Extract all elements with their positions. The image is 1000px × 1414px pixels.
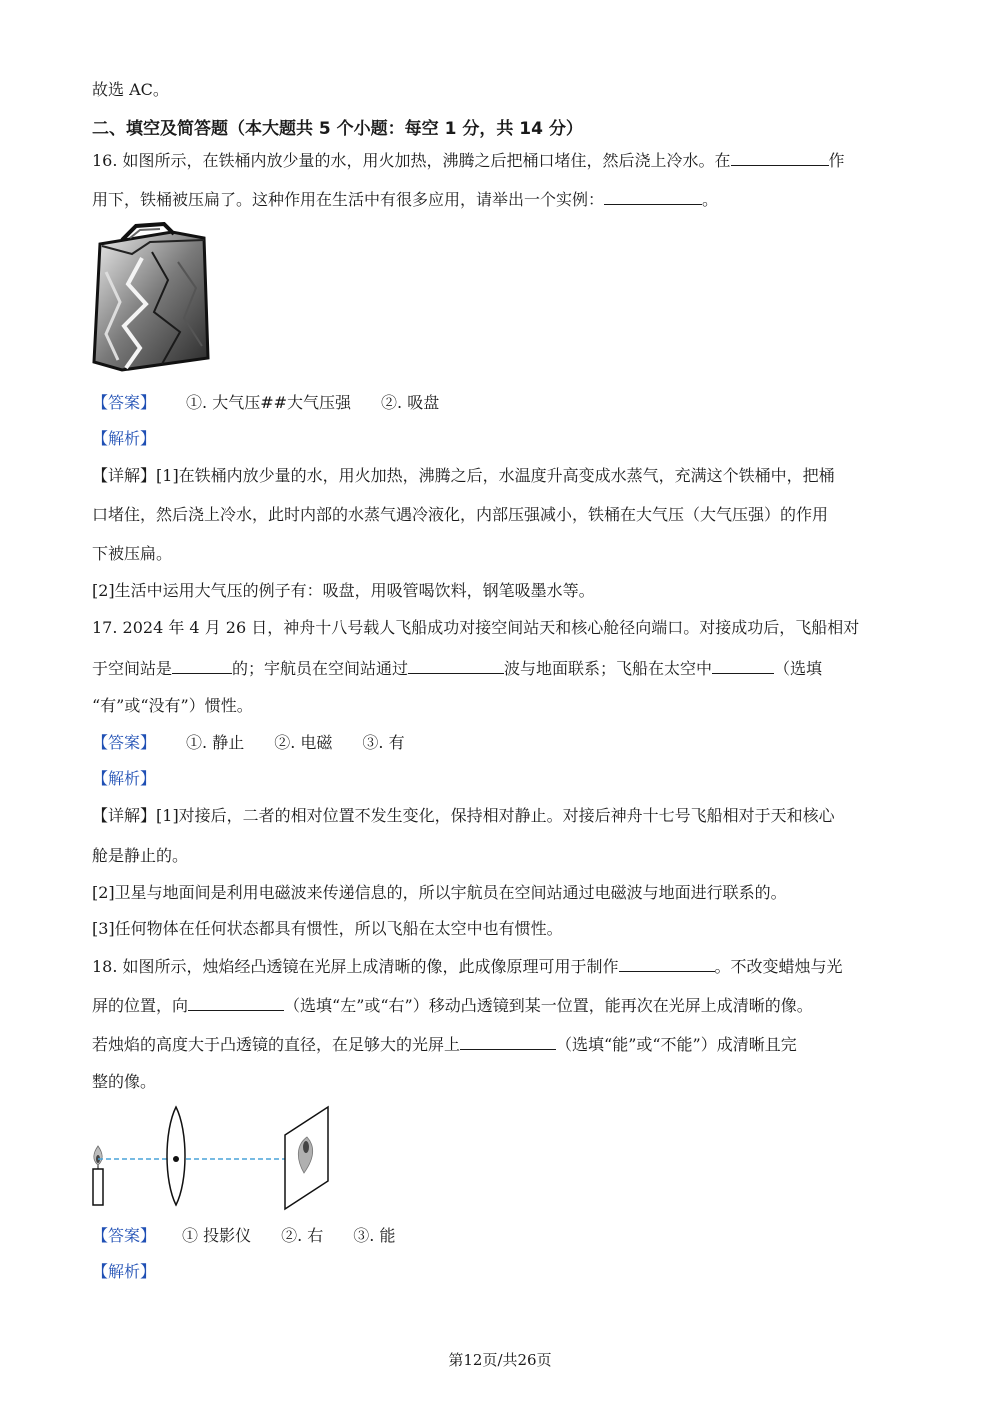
q18-text-1b: 。不改变蜡烛与光 <box>714 957 843 976</box>
q17-text-2d: （选填 <box>774 659 823 678</box>
q16-text-2b: 。 <box>702 190 719 209</box>
q16-blank-2 <box>604 189 702 205</box>
q16-line-2 <box>92 189 718 210</box>
q17-text-2b: 的；宇航员在空间站通过 <box>232 659 409 678</box>
q18-line-4: 整的像。 <box>92 1072 157 1091</box>
q16-answer-2: ②. 吸盘 <box>381 393 440 412</box>
q18-answer-2: ②. 右 <box>281 1226 324 1245</box>
q16-analysis-label: 【解析】 <box>92 429 157 448</box>
q17-text-2a: 于空间站是 <box>92 659 173 678</box>
q18-blank-1 <box>619 956 715 972</box>
optics-figure <box>88 1103 338 1213</box>
q17-answer <box>92 733 405 753</box>
q17-detail-3: [2]卫星与地面间是利用电磁波来传递信息的，所以宇航员在空间站通过电磁波与地面进行联系的。 <box>92 883 787 902</box>
q17-line-3: “有”或“没有”）惯性。 <box>92 696 253 715</box>
page-number: 第12页/共26页 <box>448 1351 552 1369</box>
q18-text-2a: 屏的位置，向 <box>92 996 189 1015</box>
q17-blank-1 <box>172 658 232 674</box>
q18-answer-1: ① 投影仪 <box>182 1226 252 1245</box>
q17-answer-2: ②. 电磁 <box>274 733 333 752</box>
q18-analysis-label: 【解析】 <box>92 1262 157 1281</box>
q18-text-3b: （选填“能”或“不能”）成清晰且完 <box>556 1035 797 1054</box>
answer-label: 【答案】 <box>92 393 157 412</box>
detail-label: 【详解】 <box>92 806 157 825</box>
q17-line-1: 17. 2024 年 4 月 26 日，神舟十八号载人飞船成功对接空间站天和核心舱径向端口。对接成功后，飞船相对 <box>92 618 860 637</box>
q16-detail-4: [2]生活中运用大气压的例子有：吸盘，用吸管喝饮料，钢笔吸墨水等。 <box>92 581 595 600</box>
q18-answer <box>92 1226 395 1246</box>
q17-detail-text-1: [1]对接后，二者的相对位置不发生变化，保持相对静止。对接后神舟十七号飞船相对于天和核心 <box>156 806 835 825</box>
q18-blank-3 <box>460 1034 556 1050</box>
q17-answer-3: ③. 有 <box>362 733 405 752</box>
q18-blank-2 <box>188 995 284 1011</box>
q17-detail-1 <box>92 806 835 826</box>
q18-text-3a: 若烛焰的高度大于凸透镜的直径，在足够大的光屏上 <box>92 1035 461 1054</box>
q17-blank-2 <box>408 658 504 674</box>
detail-label: 【详解】 <box>92 466 157 485</box>
previous-answer-text: 故选 AC。 <box>92 80 169 99</box>
q16-blank-1 <box>731 150 829 166</box>
answer-label: 【答案】 <box>92 733 157 752</box>
q16-text-2a: 用下，铁桶被压扁了。这种作用在生活中有很多应用，请举出一个实例： <box>92 190 605 209</box>
q18-text-1a: 18. 如图所示，烛焰经凸透镜在光屏上成清晰的像，此成像原理可用于制作 <box>92 957 619 976</box>
q18-answer-3: ③. 能 <box>353 1226 396 1245</box>
q17-blank-3 <box>712 658 774 674</box>
q17-analysis-label: 【解析】 <box>92 769 157 788</box>
q17-text-2c: 波与地面联系；飞船在太空中 <box>504 659 713 678</box>
q16-detail-2: 口堵住，然后浇上冷水，此时内部的水蒸气遇冷液化，内部压强减小，铁桶在大气压（大气压强）的作用 <box>92 505 829 524</box>
q17-detail-4: [3]任何物体在任何状态都具有惯性，所以飞船在太空中也有惯性。 <box>92 919 563 938</box>
q18-text-2b: （选填“左”或“右”）移动凸透镜到某一位置，能再次在光屏上成清晰的像。 <box>284 996 813 1015</box>
section-title: 二、填空及简答题（本大题共 5 个小题：每空 1 分，共 14 分） <box>92 119 583 139</box>
q17-detail-2: 舱是静止的。 <box>92 846 189 865</box>
q16-text-1a: 16. 如图所示，在铁桶内放少量的水，用火加热，沸腾之后把桶口堵住，然后浇上冷水。在 <box>92 151 731 170</box>
q18-line-2 <box>92 995 813 1016</box>
q16-detail-1 <box>92 466 835 486</box>
q16-answer <box>92 393 439 413</box>
q18-line-1 <box>92 956 843 977</box>
q16-text-1b: 作 <box>828 151 845 170</box>
candle-icon <box>93 1169 103 1205</box>
crushed-bucket-figure <box>92 222 210 374</box>
q16-line-1 <box>92 150 845 171</box>
q17-answer-1: ①. 静止 <box>186 733 245 752</box>
q16-detail-text-1: [1]在铁桶内放少量的水，用火加热，沸腾之后，水温度升高变成水蒸气，充满这个铁桶中，把桶 <box>156 466 835 485</box>
q17-line-2 <box>92 658 822 679</box>
q16-answer-1: ①. 大气压##大气压强 <box>186 393 352 412</box>
q18-line-3 <box>92 1034 797 1055</box>
answer-label: 【答案】 <box>92 1226 157 1245</box>
q16-detail-3: 下被压扁。 <box>92 544 173 563</box>
